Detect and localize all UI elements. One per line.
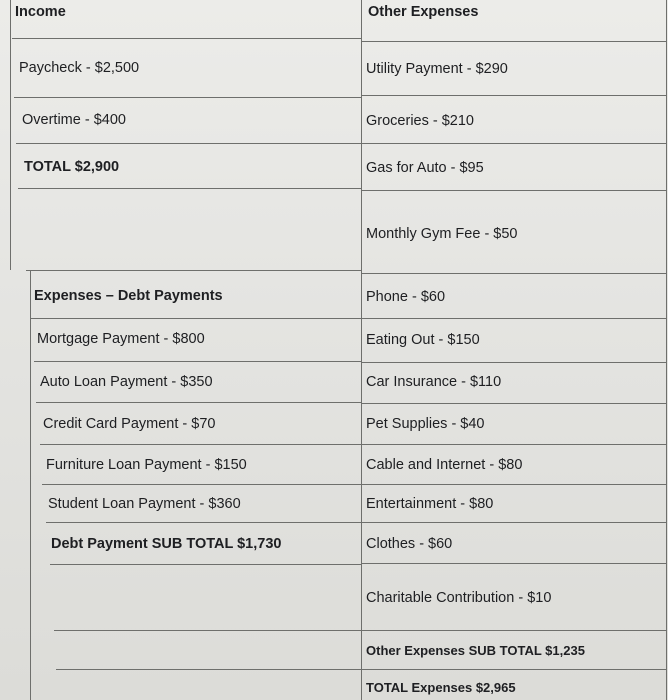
other-item: Monthly Gym Fee - $50 <box>366 226 518 242</box>
debt-header: Expenses – Debt Payments <box>34 288 223 304</box>
debt-item: Mortgage Payment - $800 <box>37 331 205 347</box>
expenses-total: TOTAL Expenses $2,965 <box>366 680 516 695</box>
row-divider <box>361 484 667 485</box>
row-divider <box>34 361 361 362</box>
row-divider <box>361 563 667 564</box>
other-item: Phone - $60 <box>366 289 446 305</box>
debt-item: Credit Card Payment - $70 <box>43 416 216 432</box>
income-item: Paycheck - $2,500 <box>19 60 140 76</box>
row-divider <box>361 630 667 631</box>
other-item: Clothes - $60 <box>366 536 453 552</box>
row-divider <box>42 484 361 485</box>
other-item: Cable and Internet - $80 <box>366 457 523 473</box>
other-header: Other Expenses <box>368 4 479 20</box>
income-header: Income <box>15 4 66 20</box>
row-divider <box>56 669 361 670</box>
row-divider <box>18 188 361 189</box>
other-item: Pet Supplies - $40 <box>366 416 485 432</box>
other-item: Groceries - $210 <box>366 113 474 129</box>
row-divider <box>361 669 667 670</box>
row-divider <box>12 38 361 39</box>
row-divider <box>36 402 361 403</box>
other-item: Gas for Auto - $95 <box>366 160 484 176</box>
row-divider <box>46 522 361 523</box>
row-divider <box>361 143 667 144</box>
row-divider <box>361 273 667 274</box>
row-divider <box>361 41 667 42</box>
other-item: Charitable Contribution - $10 <box>366 590 552 606</box>
other-item: Eating Out - $150 <box>366 332 480 348</box>
row-divider <box>14 97 361 98</box>
row-divider <box>16 143 361 144</box>
row-divider <box>30 318 361 319</box>
column-divider <box>361 0 362 700</box>
other-item: Car Insurance - $110 <box>366 374 502 390</box>
row-divider <box>361 522 667 523</box>
row-divider <box>40 444 361 445</box>
other-subtotal: Other Expenses SUB TOTAL $1,235 <box>366 643 585 658</box>
debt-subtotal: Debt Payment SUB TOTAL $1,730 <box>51 536 282 552</box>
row-divider <box>26 270 361 271</box>
row-divider <box>361 444 667 445</box>
row-divider <box>50 564 361 565</box>
debt-item: Student Loan Payment - $360 <box>48 496 241 512</box>
table-right-border <box>666 0 667 700</box>
income-total: TOTAL $2,900 <box>24 159 120 175</box>
row-divider <box>361 190 667 191</box>
row-divider <box>361 318 667 319</box>
debt-item: Auto Loan Payment - $350 <box>40 374 213 390</box>
row-divider <box>54 630 361 631</box>
table-left-border-lower <box>30 270 31 700</box>
other-item: Utility Payment - $290 <box>366 61 508 77</box>
other-item: Entertainment - $80 <box>366 496 494 512</box>
row-divider <box>361 362 667 363</box>
table-left-border <box>10 0 11 270</box>
row-divider <box>361 403 667 404</box>
income-item: Overtime - $400 <box>22 112 126 128</box>
row-divider <box>361 95 667 96</box>
debt-item: Furniture Loan Payment - $150 <box>46 457 247 473</box>
